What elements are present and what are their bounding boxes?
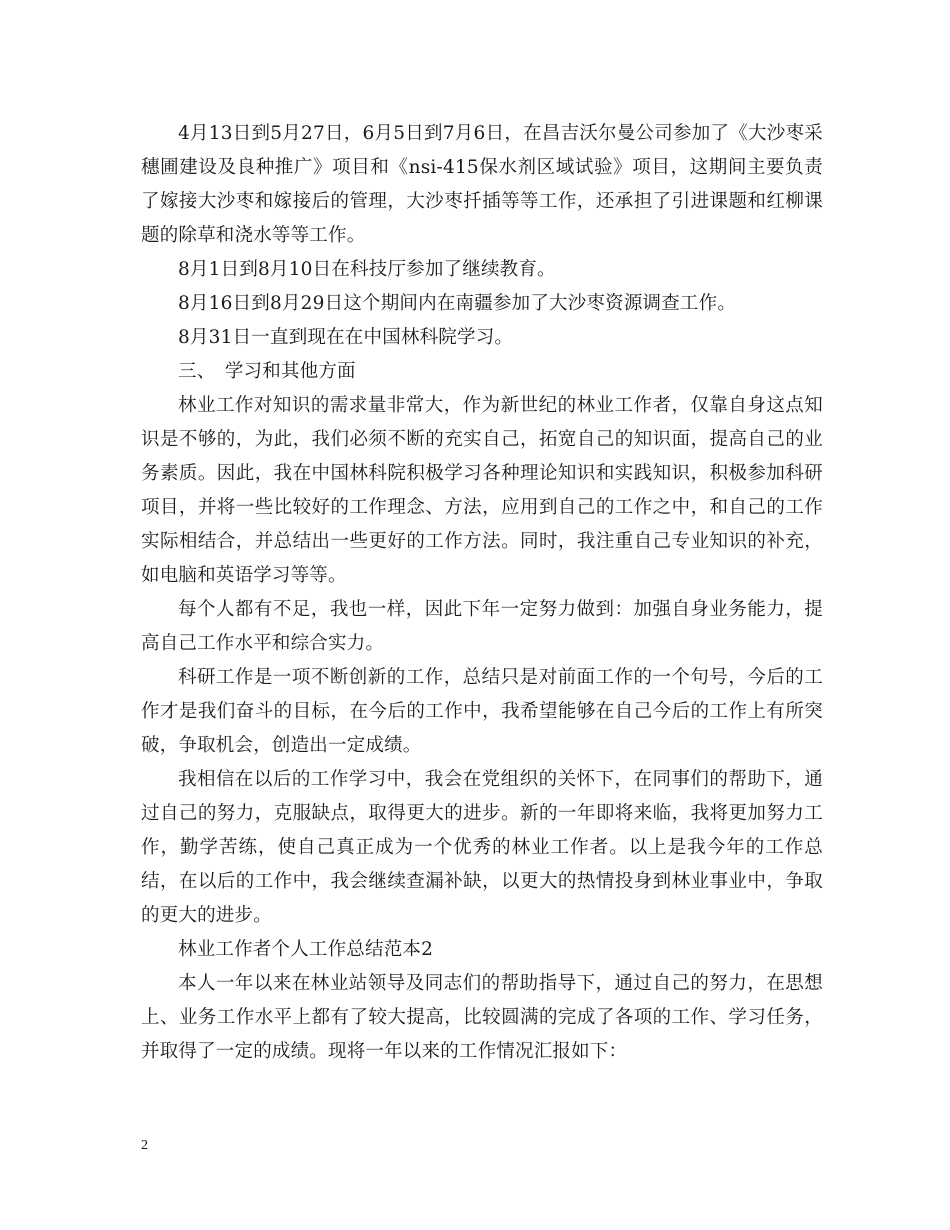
paragraph-work-schedule: 4月13日到5月27日，6月5日到7月6日，在昌吉沃尔曼公司参加了《大沙枣采穗圃建设及良种推广》项目和《nsi-415保水剂区域试验》项目，这期间主要负责了嫁接大沙枣和嫁接后的管理，大沙枣扦插等等工作，还承担了引进课题和红柳课题的除草和浇水等等工作。 <box>141 123 823 246</box>
paragraph-sample-2-intro: 本人一年以来在林业站领导及同志们的帮助指导下，通过自己的努力，在思想上、业务工作水平上都有了较大提高，比较圆满的完成了各项的工作、学习任务，并取得了一定的成绩。现将一年以来的工作情况汇报如下： <box>141 973 823 1062</box>
paragraph-shortcomings: 每个人都有不足，我也一样，因此下年一定努力做到：加强自身业务能力，提高自己工作水平和综合实力。 <box>141 599 823 654</box>
paragraph-resource-survey: 8月16日到8月29日这个期间内在南疆参加了大沙枣资源调查工作。 <box>178 293 737 314</box>
paragraph-research-goals: 科研工作是一项不断创新的工作，总结只是对前面工作的一个句号，今后的工作才是我们奋斗的目标，在今后的工作中，我希望能够在自己今后的工作上有所突破，争取机会，创造出一定成绩。 <box>141 667 823 756</box>
paragraph-continuing-education: 8月1日到8月10日在科技厅参加了继续教育。 <box>178 259 556 280</box>
paragraph-conclusion: 我相信在以后的工作学习中，我会在党组织的关怀下，在同事们的帮助下，通过自己的努力，克服缺点，取得更大的进步。新的一年即将来临，我将更加努力工作，勤学苦练，使自己真正成为一个优秀的林业工作者。以上是我今年的工作总结，在以后的工作中，我会继续查漏补缺，以更大的热情投身到林业事业中，争取的更大的进步。 <box>141 769 823 926</box>
document-body <box>141 117 823 1069</box>
subtitle-sample-2: 林业工作者个人工作总结范本2 <box>178 939 434 960</box>
paragraph-knowledge-needs: 林业工作对知识的需求量非常大，作为新世纪的林业工作者，仅靠自身这点知识是不够的，为此，我们必须不断的充实自己，拓宽自己的知识面，提高自己的业务素质。因此，我在中国林科院积极学习各种理论知识和实践知识，积极参加科研项目，并将一些比较好的工作理念、方法，应用到自己的工作之中，和自己的工作实际相结合，并总结出一些更好的工作方法。同时，我注重自己专业知识的补充，如电脑和英语学习等等。 <box>141 395 823 586</box>
page-number: 2 <box>141 1138 148 1153</box>
paragraph-study-at-academy: 8月31日一直到现在在中国林科院学习。 <box>178 327 514 348</box>
section-heading-study: 三、 学习和其他方面 <box>178 361 356 382</box>
